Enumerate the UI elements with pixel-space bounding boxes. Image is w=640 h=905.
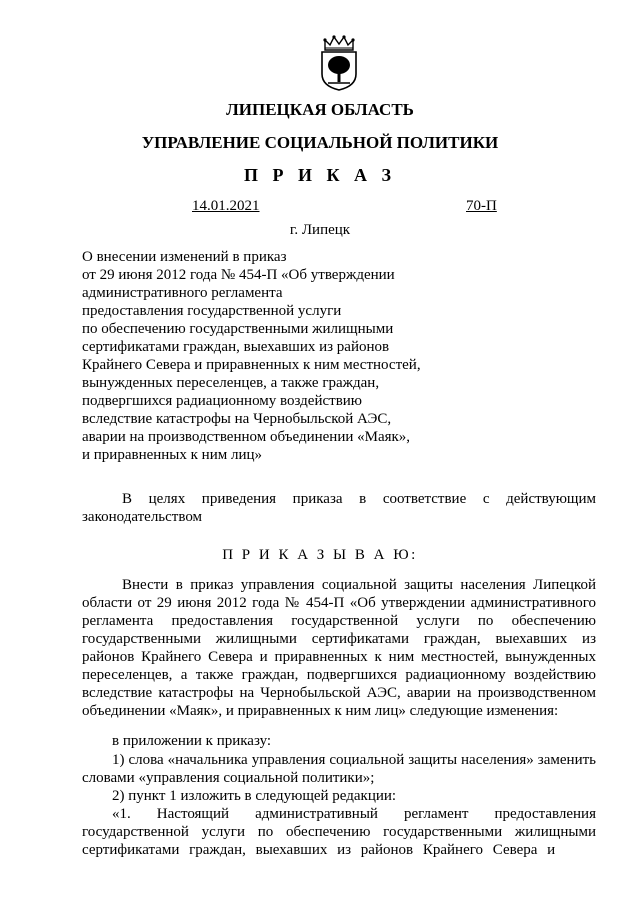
title-line: сертификатами граждан, выехавших из районов	[82, 339, 390, 355]
title-line: аварии на производственном объединении «Маяк»,	[82, 429, 411, 445]
document-city: г. Липецк	[289, 222, 351, 238]
coat-of-arms-emblem	[316, 34, 362, 92]
title-line: по обеспечению государственными жилищными	[82, 321, 394, 337]
preamble-paragraph: В целях приведения приказа в соответствие с действующим законодательством	[82, 491, 596, 525]
order-directive-heading: П Р И К А З Ы В А Ю:	[222, 547, 418, 563]
amendment-item-1: 1) слова «начальника управления социальной защиты населения» заменить словами «управления социальной политики»;	[82, 752, 596, 786]
document-title	[82, 248, 442, 464]
title-line: административного регламента	[82, 285, 283, 301]
quoted-clause: «1. Настоящий административный регламент предоставления государственной услуги по обеспечению государственными жилищными сертификатами граждан, выехавших из районов Крайнего Севера и	[82, 806, 596, 858]
title-line: Крайнего Севера и приравненных к ним местностей,	[82, 357, 421, 373]
title-line: подвергшихся радиационному воздействию	[82, 393, 363, 409]
title-line: и приравненных к ним лиц»	[82, 447, 263, 463]
appendix-intro: в приложении к приказу:	[112, 733, 272, 749]
department-heading: УПРАВЛЕНИЕ СОЦИАЛЬНОЙ ПОЛИТИКИ	[141, 133, 499, 152]
document-type-heading: П Р И К А З	[243, 165, 397, 185]
title-line: предоставления государственной услуги	[82, 303, 342, 319]
title-line: от 29 июня 2012 года № 454-П «Об утверждении	[82, 267, 395, 283]
title-line: вследствие катастрофы на Чернобыльской АЭС,	[82, 411, 392, 427]
region-heading: ЛИПЕЦКАЯ ОБЛАСТЬ	[226, 100, 414, 119]
document-number: 70-П	[466, 198, 497, 214]
amendment-item-2: 2) пункт 1 изложить в следующей редакции:	[112, 788, 397, 804]
main-paragraph: Внести в приказ управления социальной защиты населения Липецкой области от 29 июня 2012 года № 454-П «Об утверждении административного регламента предоставления государственной услуги по обеспечению государственными жилищными сертификатами граждан, выехавших из районов Крайнего Севера и приравненных к ним местностей, вынужденных переселенцев, а также граждан, подвергшихся радиационному воздействию вследствие катастрофы на Чернобыльской АЭС, аварии на производственном объединении «Маяк», и приравненных к ним лиц» следующие изменения:	[82, 577, 596, 719]
title-line: вынужденных переселенцев, а также граждан,	[82, 375, 380, 391]
title-line: О внесении изменений в приказ	[82, 249, 287, 265]
document-date: 14.01.2021	[192, 198, 260, 214]
